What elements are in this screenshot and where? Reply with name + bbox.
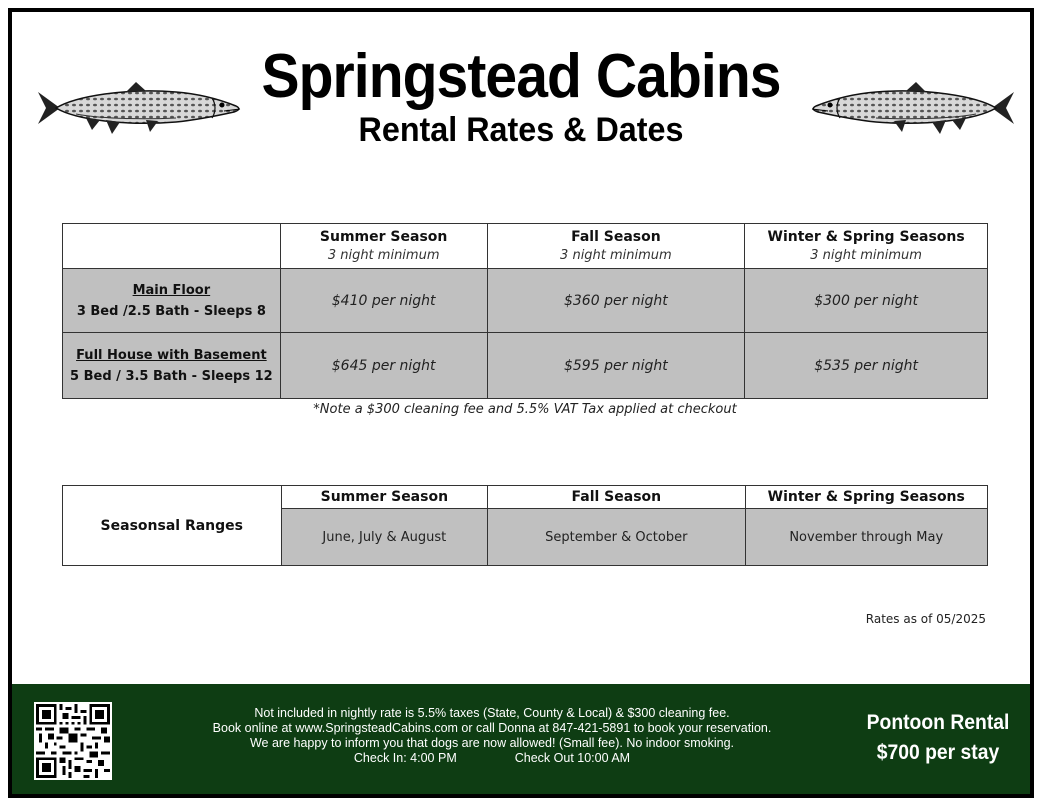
price-cell: $410 per night [280,269,487,333]
range-cell: November through May [745,509,987,566]
rates-header-summer [280,224,487,269]
pontoon-price: $700 per stay [876,741,1000,764]
ranges-header-summer: Summer Season [281,486,488,509]
footer-line: Book online at www.SpringsteadCabins.com or call Donna at 847-421-5891 to book your reservation. [212,721,772,735]
seasonal-ranges-label: Seasonsal Ranges [63,486,282,566]
page-subtitle: Rental Rates & Dates [358,111,684,149]
unit-cell-main-floor [63,269,281,333]
pontoon-rental-callout [854,708,1021,768]
table-row [63,333,988,399]
unit-name: Full House with Basement [76,347,267,363]
check-out-time: Check Out 10:00 AM [514,751,631,765]
cleaning-fee-note: *Note a $300 cleaning fee and 5.5% VAT Tax applied at checkout [313,402,737,417]
flyer-frame [8,8,1034,798]
checkin-checkout [162,751,822,766]
table-row [63,269,988,333]
price-cell: $360 per night [487,269,745,333]
footer-line: We are happy to inform you that dogs are now allowed! (Small fee). No indoor smoking. [249,736,735,750]
unit-details: 5 Bed / 3.5 Bath - Sleeps 12 [70,368,273,384]
range-cell: June, July & August [281,509,488,566]
season-minimum: 3 night minimum [810,248,922,263]
pontoon-title: Pontoon Rental [866,711,1010,734]
rates-corner-cell [63,224,281,269]
season-name: Winter & Spring Seasons [767,229,965,245]
price-cell: $535 per night [745,333,988,399]
unit-name: Main Floor [132,282,211,298]
rates-table [62,223,988,399]
qr-code-icon[interactable] [34,702,112,780]
price-cell: $595 per night [487,333,745,399]
season-minimum: 3 night minimum [327,248,440,263]
footer-line: Not included in nightly rate is 5.5% taxes (State, County & Local) & $300 cleaning fee. [254,706,730,720]
price-cell: $300 per night [745,269,988,333]
season-minimum: 3 night minimum [560,248,672,263]
rates-header-fall [487,224,745,269]
season-name: Summer Season [319,229,448,245]
ranges-header-fall: Fall Season [488,486,745,509]
price-cell: $645 per night [280,333,487,399]
check-in-time: Check In: 4:00 PM [353,751,457,765]
footer-info [162,706,822,766]
unit-cell-full-house [63,333,281,399]
season-name: Fall Season [571,229,661,245]
ranges-header-winter-spring: Winter & Spring Seasons [745,486,987,509]
rates-as-of: Rates as of 05/2025 [865,612,986,626]
range-cell: September & October [488,509,745,566]
page-title: Springstead Cabins [261,42,781,111]
footer-bar [12,684,1030,794]
rates-header-winter-spring [745,224,988,269]
seasonal-ranges-table [62,485,988,566]
unit-details: 3 Bed /2.5 Bath - Sleeps 8 [76,303,266,319]
